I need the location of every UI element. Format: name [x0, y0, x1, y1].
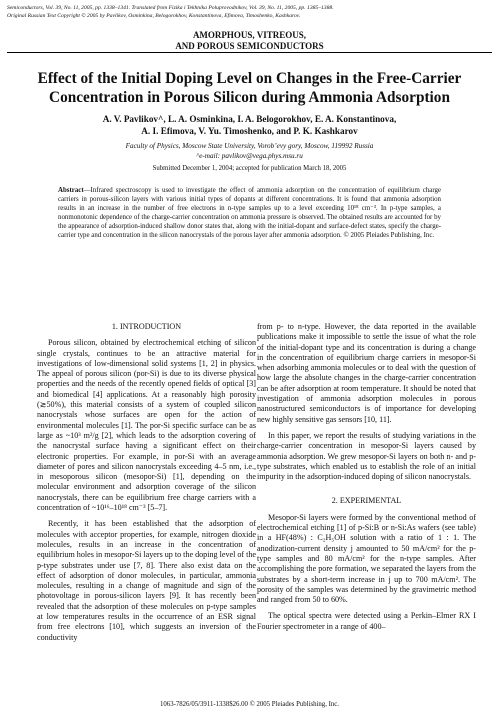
experimental-paragraph-1: Mesopor-Si layers were formed by the conventional method of electrochemical etching [1] of p-Si:B or n-Si:As wafers (see table) in a HF(48%) : C₂H₅OH solution with a ratio of 1 : 1. The anodization-current density j amounted to 50 mA/cm² for the p-type samples and 80 mA/cm² for the n-type samples. After accomplishing the pore formation, we separated the layers from the substrates by a short-term increase in j up to 700 mA/cm². The porosity of the samples was determined by the gravimetric method and ranged from 50 to 60%.: [257, 512, 476, 605]
journal-header: [7, 5, 493, 20]
title-line1: Effect of the Initial Doping Level on Changes in the Free-Carrier: [37, 70, 462, 87]
abstract-text: —Infrared spectroscopy is used to investigate the effect of ammonia adsorption on the concentration of equilibrium charge carriers in porous-silicon layers with various initial types of dopants at different concentrations. It is found that ammonia adsorption results in an increase in the number of free electrons in n-type samples up to a level exceeding 10¹⁸ cm⁻³. In p-type samples, a nonmonotonic dependence of the charge-carrier concentration on ammonia pressure is observed. The obtained results are accounted for by the appearance of adsorption-induced shallow donor states that, along with the initial-dopant and surface-defect states, specify the charge-carrier type and concentration in the silicon nanocrystals of the porous layer after ammonia adsorption.: [58, 187, 441, 240]
journal-header-line1: Semiconductors, Vol. 39, No. 11, 2005, pp. 1338–1341. Translated from Fizika i Tekhnika Poluprovodnikov, Vol. 39, No. 11, 2005, pp. 1385–1388.: [7, 5, 334, 11]
abstract-label: Abstract: [58, 187, 84, 194]
introduction-paragraph-4: In this paper, we report the results of studying variations in the charge-carrier concentration in mesopor-Si layers caused by ammonia adsorption. We grew mesopor-Si layers on both n- and p-type substrates, which enabled us to establish the role of an initial impurity in the adsorption-induced doping of silicon nanocrystals.: [257, 430, 476, 482]
experimental-paragraph-2: The optical spectra were detected using a Perkin–Elmer RX I Fourier spectrometer in a range of 400–: [257, 611, 476, 631]
title-line2: Concentration in Porous Silicon during Ammonia Adsorption: [49, 89, 450, 106]
left-column: [37, 322, 256, 643]
submission-dates: Submitted December 1, 2004; accepted for publication March 18, 2005: [152, 165, 347, 172]
journal-header-line2: Original Russian Text Copyright © 2005 by Pavlikov, Osminkina, Belogorokhov, Konstantinova, Efimova, Timoshenko, Kashkarov.: [7, 12, 301, 19]
right-column: [257, 322, 476, 632]
introduction-paragraph-3: from p- to n-type. However, the data reported in the available publications make it impossible to settle the issue of what the role of the initial-dopant type and its concentration is during a change in the concentration of equilibrium charge carriers in mesopor-Si when adsorbing ammonia molecules or to deal with the question of how large the absolute changes in the charge-carrier concentration can be after adsorption at room temperature. It should be noted that investigation of ammonia adsorption molecules in porous nanostructured semiconductors is of importance for developing new highly sensitive gas sensors [10, 11].: [257, 322, 476, 424]
authors-line1: A. V. Pavlikov^, L. A. Osminkina, I. A. Belogorokhov, E. A. Konstantinova,: [102, 114, 397, 124]
experimental-heading: 2. EXPERIMENTAL: [331, 496, 402, 506]
article-title: [0, 69, 499, 107]
section-heading-line1: AMORPHOUS, VITREOUS,: [192, 30, 307, 40]
introduction-paragraph-1: Porous silicon, obtained by electrochemical etching of silicon single crystals, continues to be an attractive material for investigations of low-dimensional solid systems [1, 2] in physics. The appeal of porous silicon (por-Si) is due to its diverse physical properties and the needs of the recently opened fields of optical [3] and biomedical [4] applications. At a reasonably high porosity (≳50%), this material consists of a system of coupled silicon nanocrystals whose surfaces are open for the action of environmental molecules [1]. The por-Si specific surface can be as large as ~10³ m²/g [2], which leads to the adsorption covering of the nanocrystal surface having a significant effect on their electronic properties. For example, in por-Si with an average diameter of pores and silicon nanocrystals exceeding 4–5 nm, i.e., in mesoporous silicon (mesopor-Si) [1], depending on the molecular environment and adsorption coverage of the silicon nanocrystals, there can be equilibrium free charge carriers with a concentration of ~10¹⁶–10¹⁸ cm⁻³ [5–7].: [37, 338, 256, 513]
author-list: [0, 113, 499, 137]
author-email: ^e-mail: pavlikov@vega.phys.msu.ru: [196, 151, 303, 160]
introduction-heading: 1. INTRODUCTION: [111, 322, 182, 331]
introduction-paragraph-2: Recently, it has been established that the adsorption of molecules with acceptor properties, for example, nitrogen dioxide molecules, results in an increase in the concentration of equilibrium holes in mesopor-Si layers up to the doping level of the p-type substrates under use [7, 8]. There also exist data on the effect of adsorption of donor molecules, in particular, ammonia molecules, resulting in a change of magnitude and sign of the photovoltage in porous-silicon layers [9]. It has recently been revealed that the adsorption of these molecules on p-type samples at low temperatures results in the occurrence of an ESR signal from free electrons [10], which suggests an inversion of the conductivity: [37, 519, 257, 642]
authors-line2: A. I. Efimova, V. Yu. Timoshenko, and P. K. Kashkarov: [141, 126, 358, 136]
abstract: [58, 186, 441, 241]
affiliation: [0, 142, 499, 161]
header-rule: [7, 52, 492, 53]
section-heading-line2: AND POROUS SEMICONDUCTORS: [175, 41, 324, 51]
section-heading: [0, 30, 499, 52]
page-footer: 1063-7826/05/3911-1338$26.00 © 2005 Pleiades Publishing, Inc.: [160, 701, 339, 708]
abstract-copyright: © 2005 Pleiades Publishing, Inc.: [343, 232, 435, 240]
affiliation-text: Faculty of Physics, Moscow State University, Vorob’evy gory, Moscow, 119992 Russia: [125, 142, 374, 150]
